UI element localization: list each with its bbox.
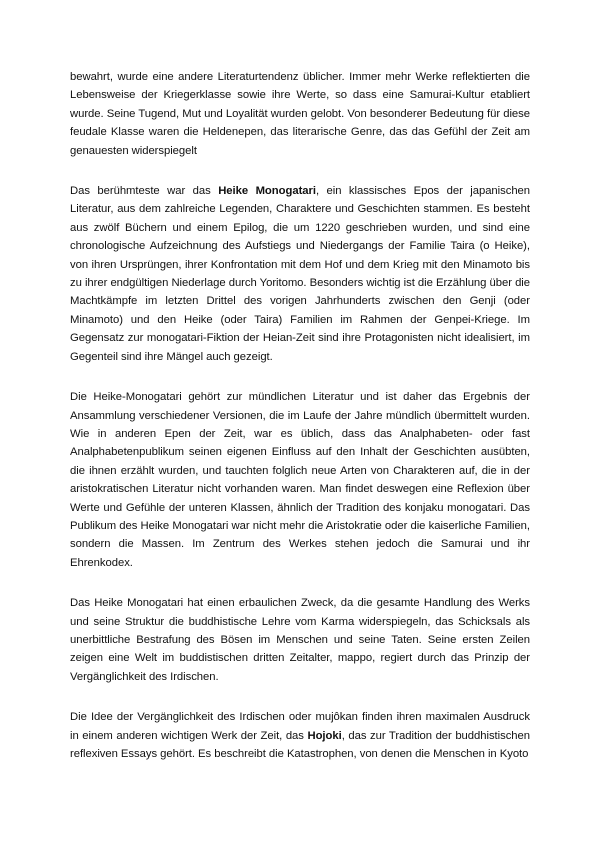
paragraph-5: [70, 708, 530, 763]
paragraph-5-text-a: Die Idee der Vergänglichkeit des Irdischen oder mujôkan finden ihren maximalen Ausdruck in einem anderen wichtigen Werk der Zeit, das: [70, 711, 530, 742]
paragraph-2-text-a: Das berühmteste war das: [70, 185, 219, 198]
paragraph-5-text-b: , das zur Tradition der buddhistischen reflexiven Essays gehört. Es beschreibt die Katastrophen, von denen die Menschen in Kyoto: [70, 729, 530, 760]
paragraph-1: [70, 68, 530, 160]
paragraph-4-text: Das Heike Monogatari hat einen erbaulichen Zweck, da die gesamte Handlung des Werks und seine Struktur die buddhistische Lehre vom Karma widerspiegeln, das Schicksals als unerbittliche Bestrafung des Bösen im Menschen und seine Taten. Seine ersten Zeilen zeigen eine Welt im buddistischen dritten Zeitalter, mappo, regiert durch das Prinzip der Vergänglichkeit des Irdischen.: [70, 597, 530, 683]
paragraph-3-text: Die Heike-Monogatari gehört zur mündlichen Literatur und ist daher das Ergebnis der Ansammlung verschiedener Versionen, die im Laufe der Jahre mündlich übermittelt wurden. Wie in anderen Epen der Zeit, war es üblich, dass das Analphabeten- oder fast Analphabetenpublikum seinen eigenen Einfluss auf den Inhalt der Geschichten ausübten, die ihnen erzählt wurden, und tauchten folglich neue Arten von Charakteren auf, die in der aristokratischen Literatur nicht vorhanden waren. Man findet deswegen eine Reflexion über Werte und Gefühle der unteren Klassen, ähnlich der Tradition des konjaku monogatari. Das Publikum des Heike Monogatari war nicht mehr die Aristokratie oder die kaiserliche Familien, sondern die Massen. Im Zentrum des Werkes stehen jedoch die Samurai und ihr Ehrenkodex.: [70, 391, 530, 569]
paragraph-4: [70, 594, 530, 686]
paragraph-1-text: bewahrt, wurde eine andere Literaturtendenz üblicher. Immer mehr Werke reflektierten die Lebensweise der Kriegerklasse sowie ihre Werte, so dass eine Samurai-Kultur etabliert wurde. Seine Tugend, Mut und Loyalität wurden gelobt. Von besonderer Bedeutung für diese feudale Klasse waren die Heldenepen, das literarische Genre, das das Gefühl der Zeit am genauesten widerspiegelt: [70, 71, 530, 157]
heike-monogatari-title: Heike Monogatari: [218, 185, 316, 198]
paragraph-2-text-b: , ein klassisches Epos der japanischen Literatur, aus dem zahlreiche Legenden, Charaktere und Geschichten stammen. Es besteht aus zwölf Büchern und einem Epilog, die um 1220 geschrieben wurden, und sind eine chronologische Aufzeichnung des Aufstiegs und Niedergangs der Familie Taira (o Heike), von ihren Ursprüngen, ihrer Konfrontation mit dem Hof und dem Krieg mit den Minamoto bis zu ihrer endgültigen Niederlage durch Yoritomo. Besonders wichtig ist die Erzählung über die Machtkämpfe im letzten Drittel des vorigen Jahrhunderts zwischen den Genji (oder Minamoto) und den Heike (oder Taira) Familien im Rahmen der Genpei-Kriege. Im Gegensatz zur monogatari-Fiktion der Heian-Zeit sind ihre Protagonisten nicht idealisiert, im Gegenteil sind ihre Mängel auch gezeigt.: [70, 185, 531, 363]
paragraph-2: [70, 182, 530, 366]
hojoki-title: Hojoki: [307, 729, 342, 742]
document-page: [70, 68, 530, 785]
paragraph-3: [70, 388, 530, 572]
